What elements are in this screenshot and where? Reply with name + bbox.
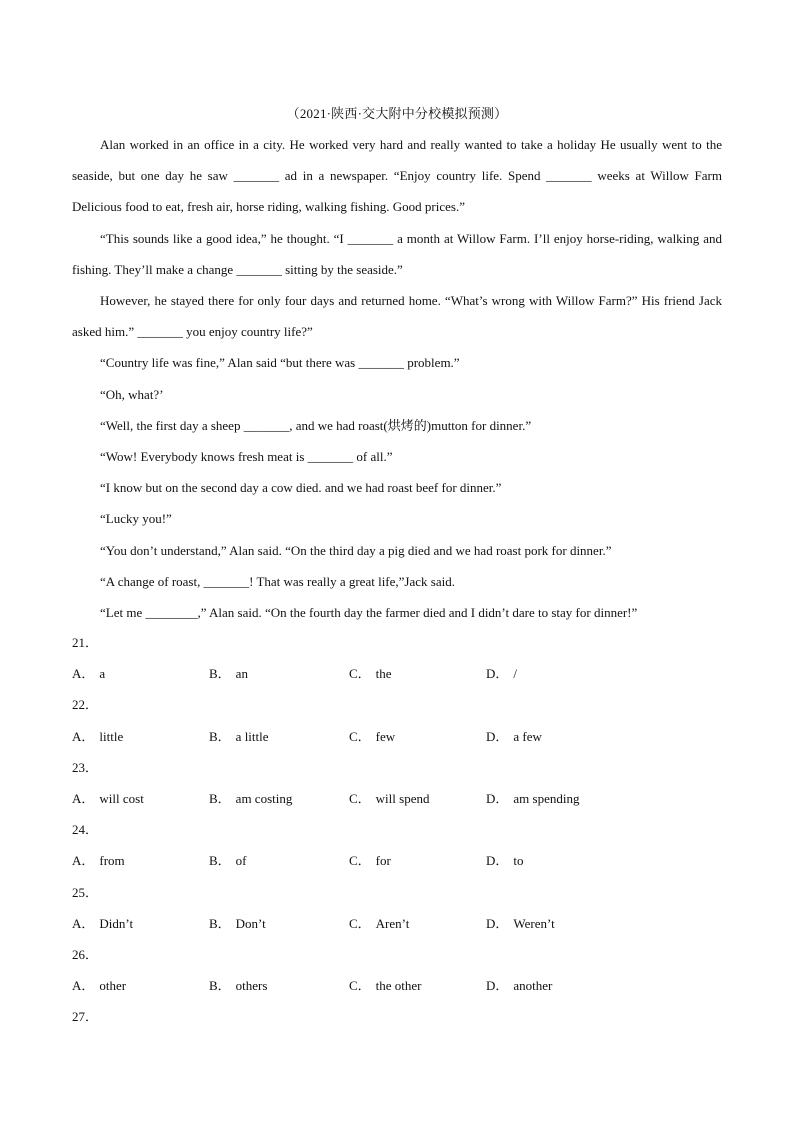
option-letter: A． [72, 915, 95, 931]
option-text: little [99, 728, 124, 744]
option-d[interactable] [486, 970, 552, 1001]
option-a[interactable] [72, 908, 133, 939]
question-number: 27． [72, 1009, 99, 1025]
option-d[interactable] [486, 845, 524, 876]
option-d[interactable] [486, 783, 579, 814]
option-row [72, 845, 722, 876]
option-text: an [235, 666, 248, 682]
option-letter: C． [349, 728, 371, 744]
passage-paragraph: “Lucky you!” [100, 511, 172, 527]
option-d[interactable] [486, 658, 517, 689]
option-letter: C． [349, 978, 371, 994]
option-letter: C． [349, 853, 371, 869]
option-text: few [375, 728, 396, 744]
option-text: another [513, 978, 553, 994]
option-letter: B． [209, 978, 231, 994]
passage [72, 129, 722, 628]
passage-paragraph: “Let me ________,” Alan said. “On the fourth day the farmer died and I didn’t dare to stay for dinner!” [100, 605, 638, 621]
option-c[interactable] [349, 908, 409, 939]
option-letter: C． [349, 915, 371, 931]
option-text: Weren’t [513, 915, 555, 931]
option-letter: D． [486, 853, 509, 869]
option-d[interactable] [486, 908, 555, 939]
option-letter: B． [209, 666, 231, 682]
source-line: （2021·陕西·交大附中分校模拟预测） [286, 106, 508, 121]
option-letter: B． [209, 853, 231, 869]
passage-paragraph: “Well, the first day a sheep _______, and we had roast(烘烤的)mutton for dinner.” [100, 417, 532, 433]
question-number: 23． [72, 759, 99, 775]
passage-paragraph: However, he stayed there for only four days and returned home. “What’s wrong with Willow Farm?” His friend Jack asked him.” _______ you enjoy country life?” [72, 293, 722, 340]
option-text: am costing [235, 790, 293, 806]
option-a[interactable] [72, 845, 125, 876]
option-text: for [375, 853, 391, 869]
option-letter: A． [72, 728, 95, 744]
question-number: 22． [72, 697, 99, 713]
option-letter: B． [209, 728, 231, 744]
option-row [72, 908, 722, 939]
option-letter: A． [72, 853, 95, 869]
option-row [72, 783, 722, 814]
option-a[interactable] [72, 783, 144, 814]
option-c[interactable] [349, 721, 395, 752]
option-text: the other [375, 978, 422, 994]
option-row [72, 658, 722, 689]
option-row [72, 721, 722, 752]
option-letter: B． [209, 790, 231, 806]
option-letter: C． [349, 666, 371, 682]
passage-paragraph: “Country life was fine,” Alan said “but there was _______ problem.” [100, 355, 460, 371]
option-text: others [235, 978, 268, 994]
option-letter: A． [72, 790, 95, 806]
option-letter: A． [72, 666, 95, 682]
option-a[interactable] [72, 970, 126, 1001]
option-text: am spending [513, 790, 580, 806]
option-text: will cost [99, 790, 144, 806]
option-letter: D． [486, 978, 509, 994]
option-text: will spend [375, 790, 430, 806]
question-number: 25． [72, 884, 99, 900]
passage-paragraph: “Oh, what?’ [100, 386, 164, 402]
question-list [72, 627, 722, 1032]
option-text: a [99, 666, 106, 682]
option-b[interactable] [209, 970, 267, 1001]
option-letter: B． [209, 915, 231, 931]
option-text: of [235, 853, 247, 869]
option-d[interactable] [486, 721, 542, 752]
option-letter: C． [349, 790, 371, 806]
option-letter: D． [486, 915, 509, 931]
passage-paragraph: “A change of roast, _______! That was really a great life,”Jack said. [100, 573, 455, 589]
option-text: a few [513, 728, 542, 744]
option-text: the [375, 666, 392, 682]
option-b[interactable] [209, 783, 292, 814]
option-text: Don’t [235, 915, 266, 931]
option-text: a little [235, 728, 269, 744]
passage-paragraph: “This sounds like a good idea,” he thought. “I _______ a month at Willow Farm. I’ll enjoy horse-riding, walking and fishing. They’ll make a change _______ sitting by the seaside.” [72, 230, 722, 277]
option-text: Didn’t [99, 915, 134, 931]
option-letter: D． [486, 790, 509, 806]
question-number: 24． [72, 822, 99, 838]
option-text: / [513, 666, 518, 682]
option-letter: D． [486, 728, 509, 744]
option-c[interactable] [349, 970, 422, 1001]
passage-paragraph: Alan worked in an office in a city. He worked very hard and really wanted to take a holiday He usually went to the seaside, but one day he saw _______ ad in a newspaper. “Enjoy country life. Spend _______ weeks at Willow Farm Delicious food to eat, fresh air, horse riding, walking fishing. Good prices.” [72, 137, 722, 215]
option-c[interactable] [349, 783, 429, 814]
option-b[interactable] [209, 845, 247, 876]
option-a[interactable] [72, 658, 105, 689]
option-b[interactable] [209, 908, 266, 939]
option-row [72, 970, 722, 1001]
option-b[interactable] [209, 721, 269, 752]
option-text: Aren’t [375, 915, 410, 931]
option-a[interactable] [72, 721, 123, 752]
option-text: other [99, 978, 127, 994]
option-text: to [513, 853, 524, 869]
option-letter: D． [486, 666, 509, 682]
option-c[interactable] [349, 658, 392, 689]
option-text: from [99, 853, 125, 869]
passage-paragraph: “Wow! Everybody knows fresh meat is _______ of all.” [100, 449, 393, 465]
option-letter: A． [72, 978, 95, 994]
option-b[interactable] [209, 658, 248, 689]
question-number: 21． [72, 635, 99, 650]
option-c[interactable] [349, 845, 391, 876]
passage-paragraph: “You don’t understand,” Alan said. “On the third day a pig died and we had roast pork for dinner.” [100, 542, 612, 558]
passage-paragraph: “I know but on the second day a cow died. and we had roast beef for dinner.” [100, 480, 502, 496]
question-number: 26． [72, 946, 99, 962]
